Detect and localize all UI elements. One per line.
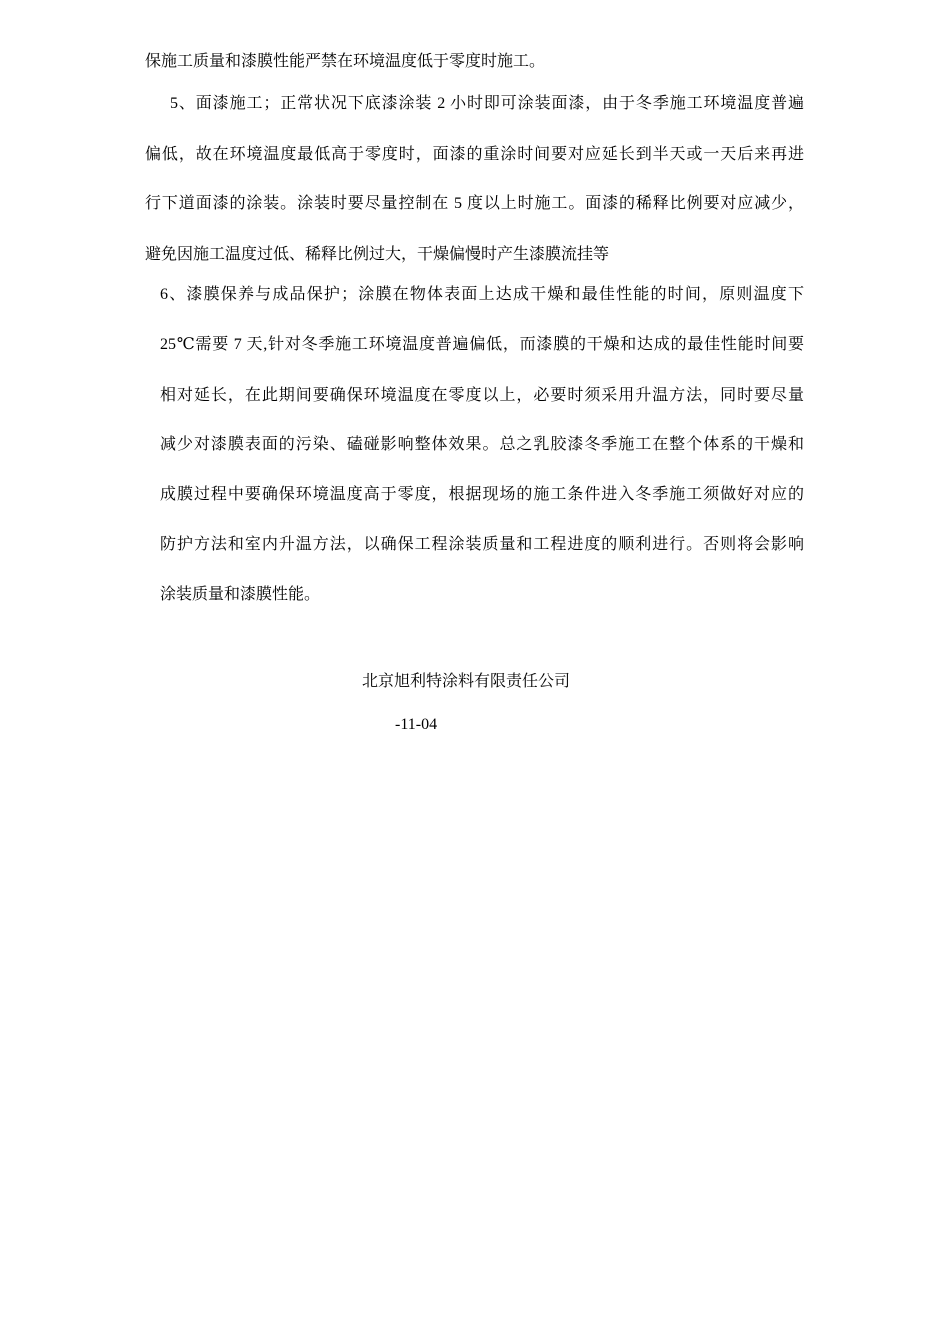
company-name: 北京旭利特涂料有限责任公司: [362, 673, 571, 690]
paragraph-6-line: 涂装质量和漆膜性能。: [160, 586, 321, 603]
document-date: -11-04: [395, 716, 438, 733]
paragraph-6-line: 6、漆膜保养与成品保护；涂膜在物体表面上达成干燥和最佳性能的时间，原则温度下: [160, 286, 804, 303]
paragraph-6-line: 防护方法和室内升温方法，以确保工程涂装质量和工程进度的顺利进行。否则将会影响: [160, 536, 804, 553]
paragraph-5-line: 偏低，故在环境温度最低高于零度时，面漆的重涂时间要对应延长到半天或一天后来再进: [145, 146, 804, 163]
paragraph-5-line: 5、面漆施工；正常状况下底漆涂装 2 小时即可涂装面漆，由于冬季施工环境温度普遍: [170, 95, 804, 112]
paragraph-5-line: 避免因施工温度过低、稀释比例过大，干燥偏慢时产生漆膜流挂等: [145, 246, 610, 263]
paragraph-5-line: 行下道面漆的涂装。涂装时要尽量控制在 5 度以上时施工。面漆的稀释比例要对应减少，: [145, 195, 804, 212]
paragraph-6-line: 相对延长，在此期间要确保环境温度在零度以上，必要时须采用升温方法，同时要尽量: [160, 387, 804, 404]
paragraph-6-line: 25℃需要 7 天,针对冬季施工环境温度普遍偏低，而漆膜的干燥和达成的最佳性能时间要: [160, 336, 804, 353]
paragraph-continuation-line: 保施工质量和漆膜性能严禁在环境温度低于零度时施工。: [145, 53, 546, 70]
paragraph-6-line: 成膜过程中要确保环境温度高于零度，根据现场的施工条件进入冬季施工须做好对应的: [160, 486, 804, 503]
paragraph-6-line: 减少对漆膜表面的污染、磕碰影响整体效果。总之乳胶漆冬季施工在整个体系的干燥和: [160, 436, 804, 453]
